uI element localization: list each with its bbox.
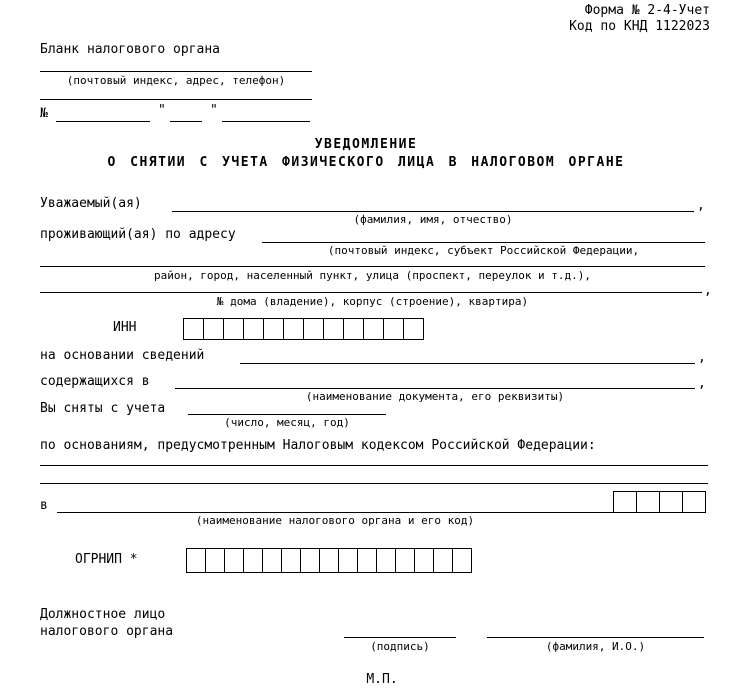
ogrnip-label: ОГРНИП * <box>75 552 138 567</box>
official-label-line1: Должностное лицо <box>40 607 166 622</box>
grounds-label: по основаниям, предусмотренным Налоговым кодексом Российской Федерации: <box>40 438 596 453</box>
full-name-field[interactable] <box>172 211 694 212</box>
digit-cell[interactable] <box>414 548 434 573</box>
ogrnip-cells <box>186 548 472 573</box>
digit-cell[interactable] <box>203 318 224 340</box>
digit-cell[interactable] <box>376 548 396 573</box>
grounds-field-2[interactable] <box>40 483 708 484</box>
digit-cell[interactable] <box>433 548 453 573</box>
org-address-field-2[interactable] <box>40 99 312 100</box>
knd-code-label: Код по КНД 1122023 <box>569 19 710 34</box>
document-field[interactable] <box>175 388 695 389</box>
address-hint-2: район, город, населенный пункт, улица (проспект, переулок и т.д.), <box>153 269 592 282</box>
inn-label: ИНН <box>113 320 137 335</box>
digit-cell[interactable] <box>636 491 660 513</box>
basis-comma: , <box>698 350 706 365</box>
authority-label: в <box>40 498 48 513</box>
digit-cell[interactable] <box>395 548 415 573</box>
date-hint: (число, месяц, год) <box>224 416 350 429</box>
address-field-1[interactable] <box>262 242 705 243</box>
authority-field[interactable] <box>57 512 613 513</box>
digit-cell[interactable] <box>343 318 364 340</box>
digit-cell[interactable] <box>319 548 339 573</box>
authority-code-cells <box>613 491 706 513</box>
basis-field[interactable] <box>240 363 695 364</box>
doc-number-label: № <box>40 106 48 121</box>
full-name-hint: (фамилия, имя, отчество) <box>353 213 513 226</box>
form-title-line1: УВЕДОМЛЕНИЕ <box>314 137 418 152</box>
org-address-field[interactable] <box>40 71 312 72</box>
digit-cell[interactable] <box>682 491 706 513</box>
digit-cell[interactable] <box>303 318 324 340</box>
digit-cell[interactable] <box>659 491 683 513</box>
digit-cell[interactable] <box>363 318 384 340</box>
digit-cell[interactable] <box>223 318 244 340</box>
digit-cell[interactable] <box>243 318 264 340</box>
signatory-name-field[interactable] <box>487 637 704 638</box>
digit-cell[interactable] <box>183 318 204 340</box>
address-field-3[interactable] <box>40 292 702 293</box>
document-hint: (наименование документа, его реквизиты) <box>305 390 565 403</box>
digit-cell[interactable] <box>613 491 637 513</box>
address-hint-3: № дома (владение), корпус (строение), квартира) <box>216 295 529 308</box>
doc-date-day-field[interactable] <box>170 121 202 122</box>
deregistered-label: Вы сняты с учета <box>40 401 166 416</box>
digit-cell[interactable] <box>283 318 304 340</box>
signatory-name-hint: (фамилия, И.О.) <box>545 640 646 653</box>
digit-cell[interactable] <box>452 548 472 573</box>
digit-cell[interactable] <box>338 548 358 573</box>
digit-cell[interactable] <box>300 548 320 573</box>
signature-field[interactable] <box>344 637 456 638</box>
address-comma: , <box>704 283 712 298</box>
digit-cell[interactable] <box>263 318 284 340</box>
org-address-hint: (почтовый индекс, адрес, телефон) <box>66 74 286 87</box>
form-title-line2: О СНЯТИИ С УЧЕТА ФИЗИЧЕСКОГО ЛИЦА В НАЛОГОВОМ ОРГАНЕ <box>107 155 625 170</box>
digit-cell[interactable] <box>281 548 301 573</box>
salutation-label: Уважаемый(ая) <box>40 196 142 211</box>
stamp-place-label: М.П. <box>366 672 398 687</box>
digit-cell[interactable] <box>243 548 263 573</box>
contained-label: содержащихся в <box>40 374 150 389</box>
date-quote-open: " <box>158 103 166 118</box>
authority-hint: (наименование налогового органа и его код) <box>195 514 475 527</box>
address-field-2[interactable] <box>40 266 705 267</box>
digit-cell[interactable] <box>357 548 377 573</box>
inn-cells <box>183 318 424 340</box>
basis-label: на основании сведений <box>40 348 205 363</box>
digit-cell[interactable] <box>205 548 225 573</box>
address-label: проживающий(ая) по адресу <box>40 227 236 242</box>
grounds-field-1[interactable] <box>40 465 708 466</box>
address-hint-1: (почтовый индекс, субъект Российской Федерации, <box>327 244 640 257</box>
form-number-label: Форма № 2-4-Учет <box>584 3 710 18</box>
date-quote-close: " <box>210 103 218 118</box>
org-blank-label: Бланк налогового органа <box>40 42 221 57</box>
form-reference-block <box>569 3 710 35</box>
document-comma: , <box>698 376 706 391</box>
signature-hint: (подпись) <box>370 640 430 653</box>
digit-cell[interactable] <box>383 318 404 340</box>
digit-cell[interactable] <box>224 548 244 573</box>
official-label-line2: налогового органа <box>40 624 174 639</box>
deregistration-date-field[interactable] <box>188 414 386 415</box>
digit-cell[interactable] <box>403 318 424 340</box>
digit-cell[interactable] <box>186 548 206 573</box>
digit-cell[interactable] <box>323 318 344 340</box>
digit-cell[interactable] <box>262 548 282 573</box>
doc-number-field[interactable] <box>56 121 150 122</box>
salutation-comma: , <box>697 198 705 213</box>
doc-date-field[interactable] <box>222 121 310 122</box>
